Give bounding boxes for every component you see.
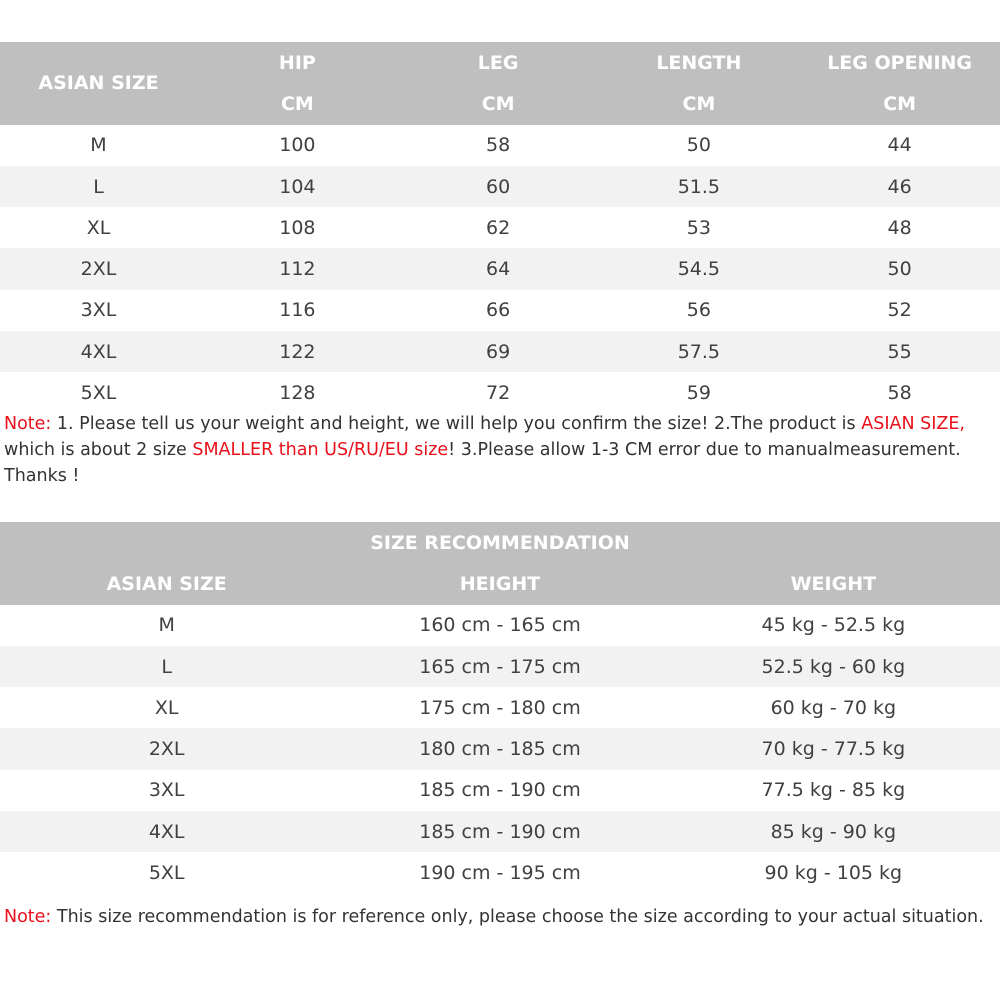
table-cell: 77.5 kg - 85 kg [761, 779, 906, 802]
note-label: Note: [4, 414, 57, 434]
table-cell: 55 [799, 331, 1000, 372]
table-row [0, 811, 1000, 852]
table-cell: 2XL [0, 248, 197, 289]
note-text: This size recommendation is for reference only, please choose the size according to your actual situation. [56, 907, 984, 927]
table-cell: 90 kg - 105 kg [764, 862, 903, 885]
table-cell: 51.5 [599, 166, 800, 207]
table-cell: 60 [398, 166, 599, 207]
table-cell: 5XL [80, 382, 117, 405]
header-length: LENGTH [599, 42, 800, 83]
table-cell: 69 [398, 331, 599, 372]
table-cell: 60 kg - 70 kg [770, 696, 897, 719]
header-asian-size: ASIAN SIZE [0, 563, 333, 604]
note-highlight: ASIAN SIZE, [861, 414, 965, 434]
table-cell: 52 [887, 299, 912, 322]
table-cell: 57.5 [599, 331, 800, 372]
header-leg: LEG [398, 42, 599, 83]
table-cell: M [90, 134, 107, 157]
table-cell: 72 [486, 382, 511, 405]
table-cell: M [158, 614, 175, 637]
table-cell: XL [154, 696, 179, 719]
note-text: ! 3.Please allow 1-3 CM error due to manualmeasurement. Thanks ! [4, 440, 961, 486]
table-cell: 56 [686, 299, 711, 322]
header-leg-opening: LEG OPENING [799, 42, 1000, 83]
header-unit: CM [599, 83, 800, 124]
table-row [0, 605, 1000, 646]
note-highlight: SMALLER than US/RU/EU size [192, 440, 449, 460]
size-chart-table [0, 42, 1000, 414]
table-cell: 3XL [80, 299, 117, 322]
header-height: HEIGHT [333, 563, 666, 604]
size-chart-header-row [0, 42, 1000, 83]
table-cell: 100 [279, 134, 316, 157]
size-recommendation-table [0, 522, 1000, 894]
table-cell: L [0, 646, 333, 687]
table-row [0, 290, 1000, 331]
table-cell: 46 [799, 166, 1000, 207]
header-weight: WEIGHT [667, 563, 1000, 604]
table-row [0, 770, 1000, 811]
table-cell: 165 cm - 175 cm [333, 646, 666, 687]
table-row [0, 372, 1000, 413]
table-cell: 108 [279, 216, 316, 239]
table-row [0, 166, 1000, 207]
table-row [0, 331, 1000, 372]
table-cell: 66 [486, 299, 511, 322]
table-cell: 62 [486, 216, 511, 239]
table-cell: 122 [197, 331, 398, 372]
note-label: Note: [4, 907, 57, 927]
header-unit: CM [799, 83, 1000, 124]
table-cell: 180 cm - 185 cm [333, 728, 666, 769]
table-cell: 58 [486, 134, 511, 157]
table-cell: 4XL [0, 811, 333, 852]
recommendation-note [4, 904, 994, 930]
table-cell: XL [86, 216, 111, 239]
header-hip: HIP [197, 42, 398, 83]
table-cell: 112 [197, 248, 398, 289]
table-cell: 54.5 [599, 248, 800, 289]
table-row [0, 207, 1000, 248]
table-row [0, 248, 1000, 289]
note-text: which is about 2 size [4, 440, 193, 460]
size-note [4, 411, 994, 489]
header-unit: CM [197, 83, 398, 124]
table-cell: 50 [686, 134, 711, 157]
table-row [0, 125, 1000, 166]
table-cell: 50 [799, 248, 1000, 289]
table-row [0, 646, 1000, 687]
table-cell: 185 cm - 190 cm [419, 779, 581, 802]
table-row [0, 852, 1000, 893]
table-cell: 5XL [148, 862, 185, 885]
table-cell: 104 [197, 166, 398, 207]
table-cell: L [0, 166, 197, 207]
table-cell: 70 kg - 77.5 kg [667, 728, 1000, 769]
table-cell: 58 [887, 382, 912, 405]
table-cell: 4XL [0, 331, 197, 372]
table-cell: 44 [887, 134, 912, 157]
note-text: 1. Please tell us your weight and height, we will help you confirm the size! 2.The product is [56, 414, 862, 434]
table-cell: 59 [686, 382, 711, 405]
table-row [0, 728, 1000, 769]
table-cell: 3XL [148, 779, 185, 802]
table-cell: 64 [398, 248, 599, 289]
table-row [0, 687, 1000, 728]
table-cell: 175 cm - 180 cm [419, 696, 581, 719]
header-unit: CM [398, 83, 599, 124]
header-asian-size: ASIAN SIZE [0, 42, 197, 125]
table-cell: 160 cm - 165 cm [419, 614, 581, 637]
recommendation-title: SIZE RECOMMENDATION [0, 522, 1000, 563]
table-cell: 185 cm - 190 cm [333, 811, 666, 852]
table-cell: 85 kg - 90 kg [667, 811, 1000, 852]
table-cell: 45 kg - 52.5 kg [761, 614, 906, 637]
table-cell: 128 [279, 382, 316, 405]
table-cell: 190 cm - 195 cm [419, 862, 581, 885]
table-cell: 2XL [0, 728, 333, 769]
table-cell: 116 [279, 299, 316, 322]
table-cell: 52.5 kg - 60 kg [667, 646, 1000, 687]
table-cell: 48 [887, 216, 912, 239]
table-cell: 53 [686, 216, 711, 239]
